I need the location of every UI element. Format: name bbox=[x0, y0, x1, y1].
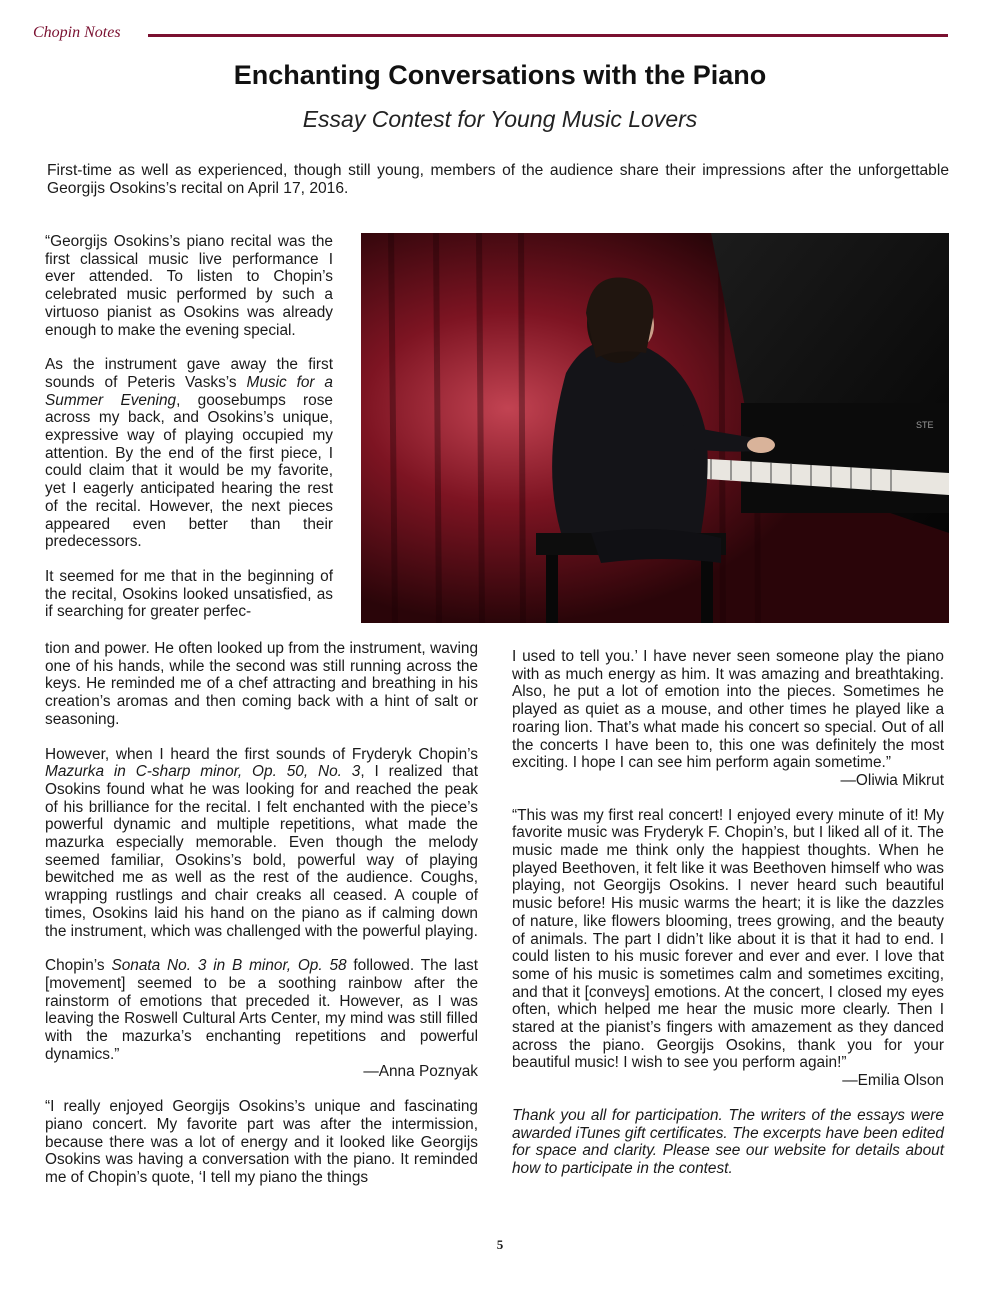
essay1-paragraph-3-start: It seemed for me that in the beginning of the recital, Osokins looked unsatisfied, as if searching for greater perfec- bbox=[45, 567, 333, 621]
essay3-signature: —Emilia Olson bbox=[842, 1072, 944, 1090]
essay1-paragraph-4 bbox=[45, 746, 478, 941]
essay1-paragraph-3-end: tion and power. He often looked up from the instrument, waving one of his hands, while the second was still running across the keys. He reminded me of a chef attracting and breathing in his creation’s aromas and then coming back with a hint of salt or seasoning. bbox=[45, 640, 478, 728]
article-subtitle: Essay Contest for Young Music Lovers bbox=[302, 106, 698, 132]
essay2-paragraph-start: “I really enjoyed Georgijs Osokins’s unique and fascinating piano concert. My favorite part was after the intermission, because there was a lot of energy and it looked like Georgijs Osokins was having a conversation with the piano. It reminded me of Chopin’s quote, ‘I tell my piano the things bbox=[45, 1098, 478, 1186]
work-title: Music for a Summer Evening bbox=[45, 373, 333, 409]
essay-column-right bbox=[512, 648, 944, 1195]
text-run: , goosebumps rose across my back, and Osokins’s unique, expressive way of playing occupied my attention. By the end of the first piece, I could claim that it would be my favorite, yet I eagerly anticipated hearing the rest of the recital. However, the next pieces appeared even better than their predecessors. bbox=[45, 391, 333, 551]
article-title: Enchanting Conversations with the Piano bbox=[233, 60, 767, 90]
text-run: However, when I heard the first sounds of Fryderyk Chopin’s bbox=[45, 745, 478, 763]
page-number: 5 bbox=[496, 1237, 504, 1252]
essay1-paragraph-5 bbox=[45, 957, 478, 1063]
pianist-photo bbox=[361, 233, 949, 623]
closing-note: Thank you all for participation. The writers of the essays were awarded iTunes gift certificates. The excerpts have been edited for space and clarity. Please see our website for details about how to participate in the contest. bbox=[512, 1106, 944, 1177]
essay1-paragraph-1: “Georgijs Osokins’s piano recital was the first classical music live performance I ever attended. To listen to Chopin’s celebrated music performed by such a virtuoso pianist as Osokins was already enough to make the evening special. bbox=[45, 233, 333, 339]
essay2-signature: —Oliwia Mikrut bbox=[840, 771, 944, 789]
essay2-paragraph-end: I used to tell you.’ I have never seen someone play the piano with as much energy as him. It was amazing and breathtaking. Also, he put a lot of emotion into the pieces. Sometimes he played as quiet as a mouse, and other times he played like a roaring lion. That’s what made his concert so special. Out of all the concerts I have been to, this one was definitely the most exciting. I hope I can see him perform again sometime.” bbox=[512, 648, 944, 772]
text-run: As the instrument gave away the first sounds of Peteris Vasks’s bbox=[45, 356, 333, 391]
essay3-paragraph: “This was my first real concert! I enjoyed every minute of it! My favorite music was Fryderyk F. Chopin’s, but I liked all of it. The music made me think only the happiest thoughts. When he played Beethoven, it felt like it was Beethoven himself who was playing, not Georgijs Osokins. I never heard such beautiful music before! His music warms the heart; it is like the dazzles of nature, like flowers blooming, trees growing, and the beauty of animals. The part I didn’t like about it is that it had to end. I could listen to his music forever and ever and ever. I love that some of his music is sometimes calm and sometimes exciting, and that it [conveys] emotions. At the concert, I closed my eyes often, which helped me hear the music more clearly. Then I stared at the pianist’s fingers with amazement as they danced across the piano. Georgijs Osokins, thank you for your beautiful music! I wish to see you perform again!” bbox=[512, 806, 944, 1072]
essay-column-bottom-left bbox=[45, 640, 478, 1204]
text-run: , I realized that Osokins found what he was looking for and reached the peak of his brilliance for the recital. I felt enchanted with the piece’s powerful dynamic and multiple repetitions, what made the mazurka especially memorable. Even though the melody seemed familiar, Osokins’s bold, powerful way of playing bewitched me as well as the rest of the audience. Coughs, wrapping rustlings and chair creaks all ceased. A couple of times, Osokins laid his hand on the piano as if calming down the instrument, which was challenged with the powerful playing. bbox=[45, 763, 478, 940]
article-intro: First-time as well as experienced, though still young, members of the audience share their impressions after the unforgettable Georgijs Osokins’s recital on April 17, 2016. bbox=[47, 162, 949, 197]
text-run: Chopin’s bbox=[45, 957, 112, 975]
piano-brand-text: STE bbox=[916, 420, 934, 430]
essay1-paragraph-2 bbox=[45, 356, 333, 551]
work-title: Mazurka in C-sharp minor, Op. 50, No. 3 bbox=[45, 763, 361, 781]
essay-column-top-left bbox=[45, 233, 333, 638]
header-rule bbox=[148, 34, 948, 37]
text-run: followed. The last [movement] seemed to be a soothing rainbow after the rainstorm of emotions that preceded it. However, as I was leaving the Roswell Cultural Arts Center, my mind was still filled with the mazurka’s enchanting repetitions and powerful dynamics.” bbox=[45, 957, 478, 1063]
essay1-signature: —Anna Poznyak bbox=[363, 1063, 478, 1081]
work-title: Sonata No. 3 in B minor, Op. 58 bbox=[111, 957, 347, 975]
running-header: Chopin Notes bbox=[33, 24, 121, 41]
